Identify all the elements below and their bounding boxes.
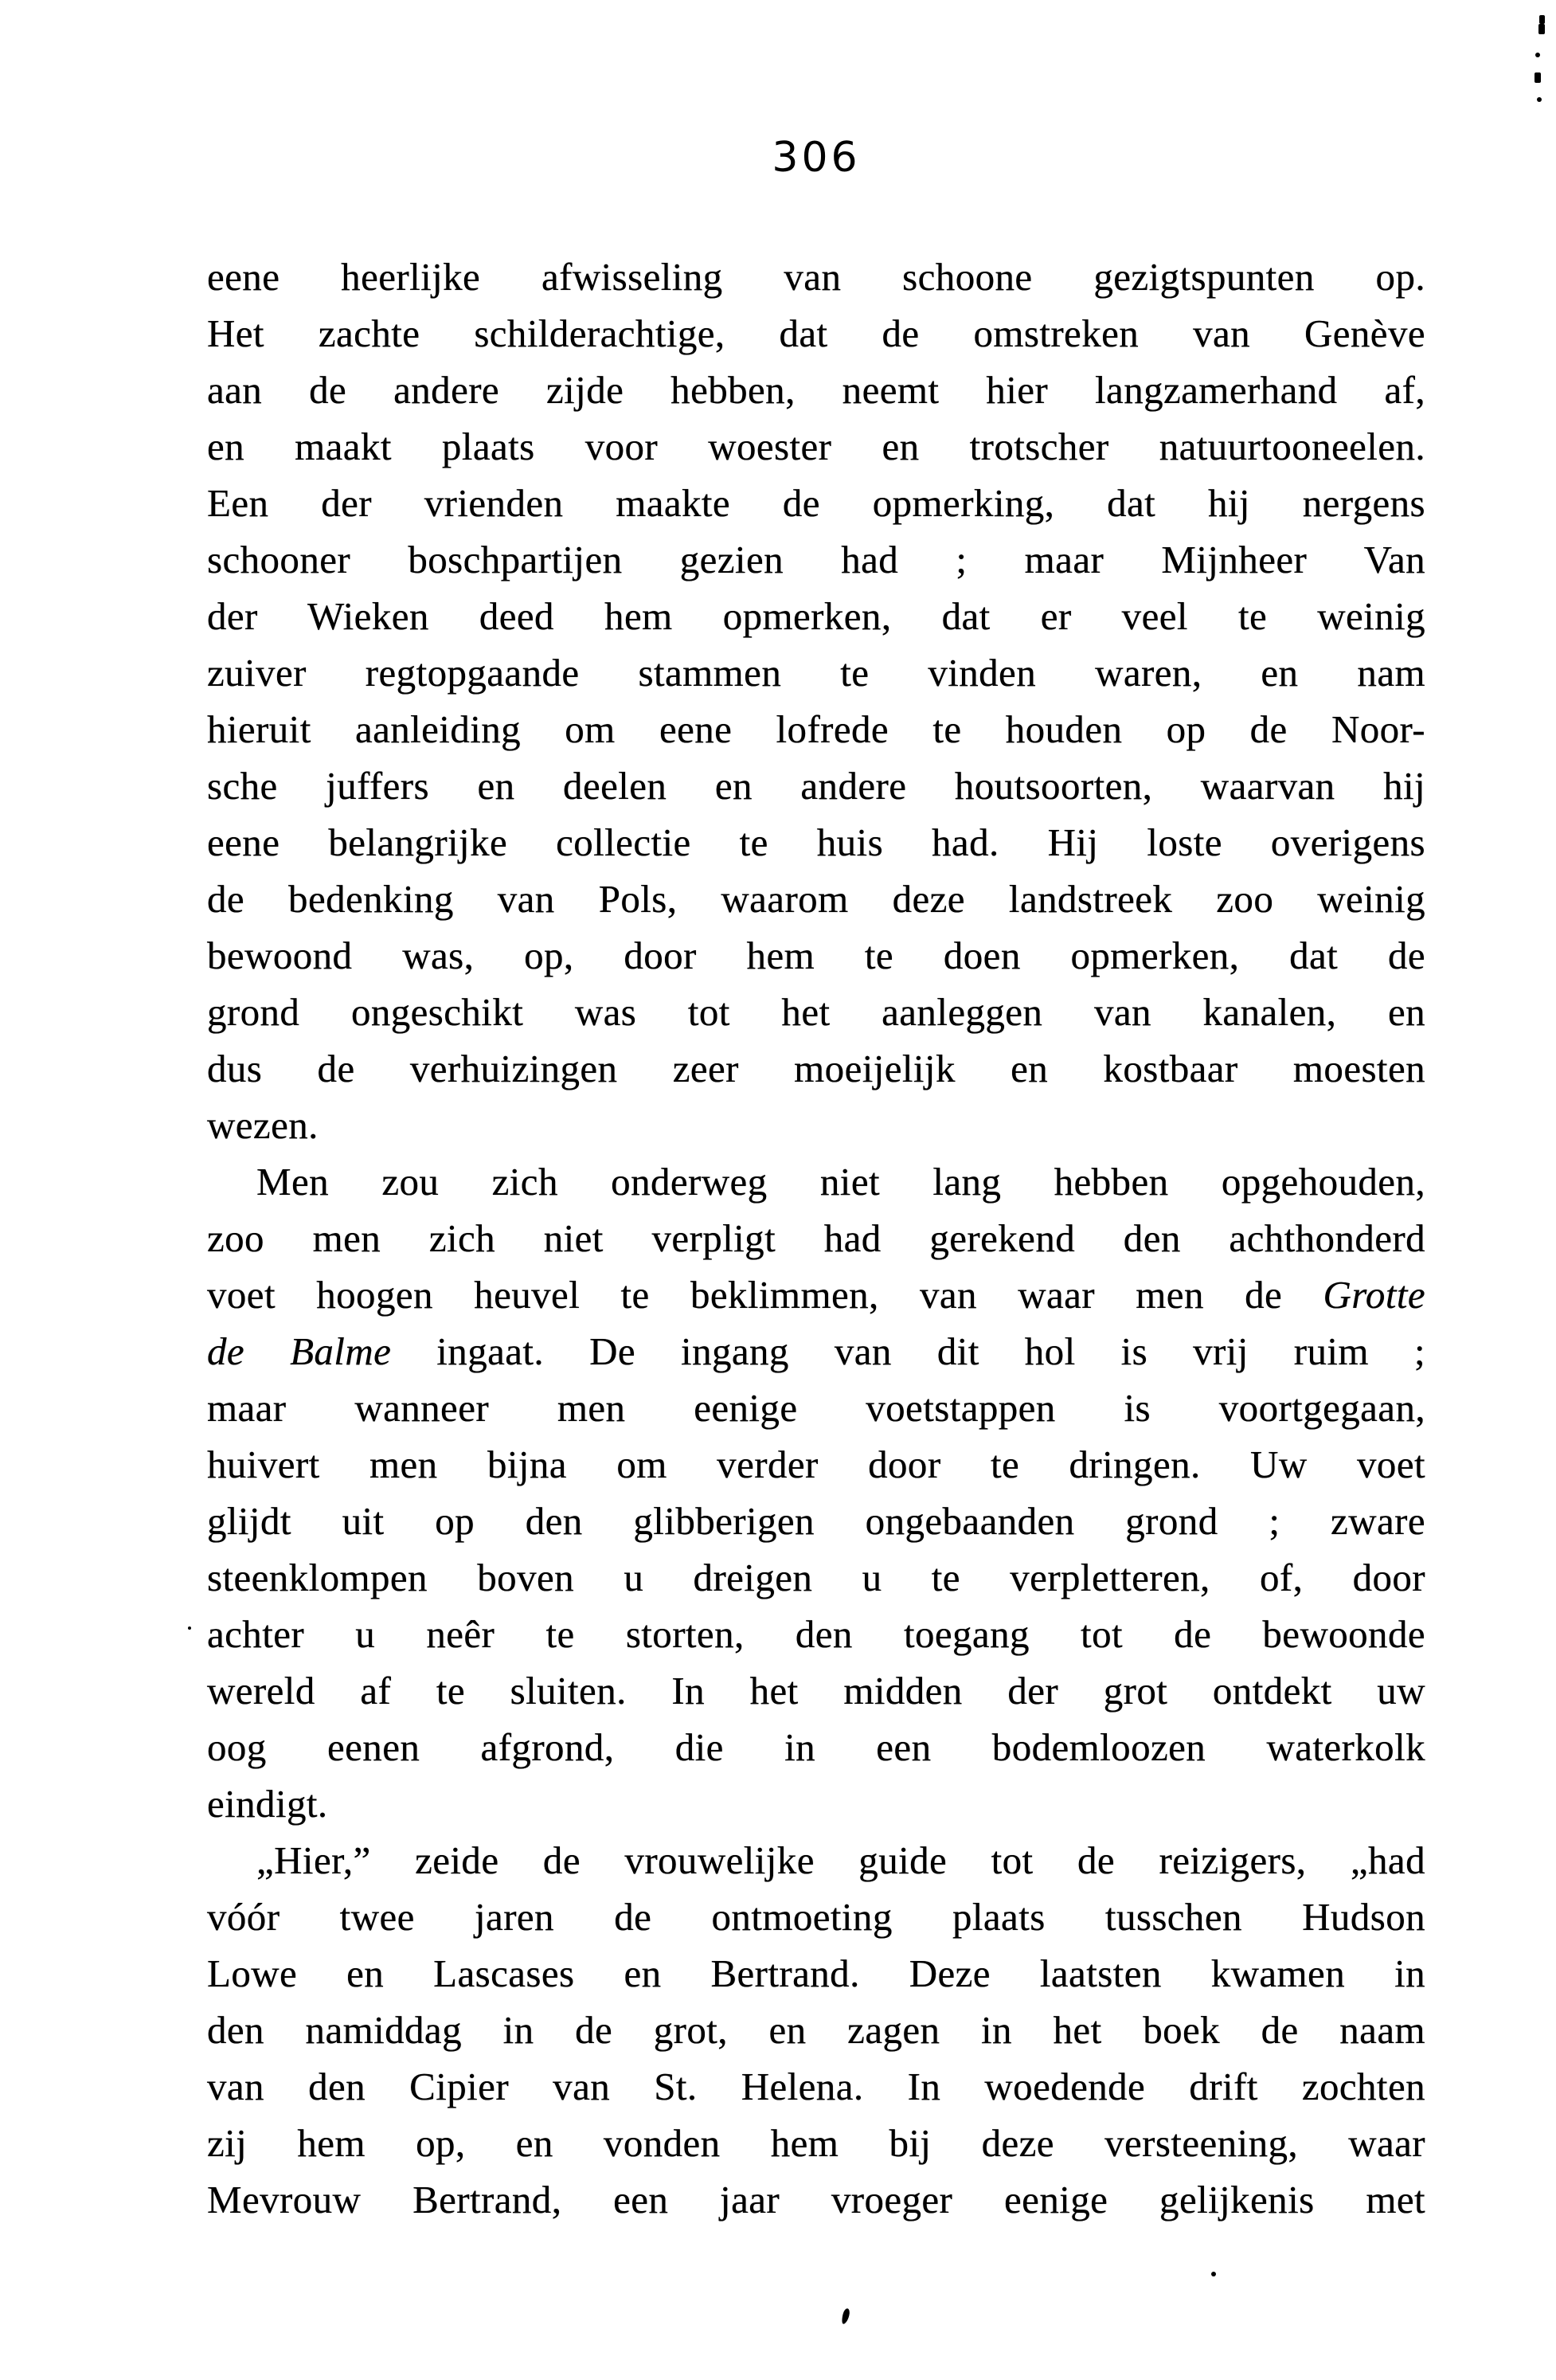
text-line [207, 1436, 1425, 1493]
text-segment-italic: de Balme [207, 1329, 392, 1373]
text-line [207, 531, 1425, 588]
text-line [207, 1606, 1425, 1662]
text-segment: den namiddag in de grot, en zagen in het boek de naam [207, 2008, 1425, 2052]
text-line [207, 1832, 1425, 1889]
text-segment: oog eenen afgrond, die in een bodemloozen waterkolk [207, 1725, 1425, 1769]
text-line [207, 2115, 1425, 2171]
text-segment: zij hem op, en vonden hem bij deze versteening, waar [207, 2121, 1425, 2165]
text-segment: glijdt uit op den glibberigen ongebaanden grond ; zware [207, 1499, 1425, 1543]
text-segment: achter u neêr te storten, den toegang tot de bewoonde [207, 1612, 1425, 1656]
text-line [207, 757, 1425, 814]
text-segment: dus de verhuizingen zeer moeijelijk en kostbaar moesten [207, 1047, 1425, 1090]
text-segment-italic: Grotte [1323, 1273, 1425, 1317]
text-segment: Mevrouw Bertrand, een jaar vroeger eenige gelijkenis met [207, 2178, 1425, 2221]
text-segment: vóór twee jaren de ontmoeting plaats tusschen Hudson [207, 1895, 1425, 1939]
text-line [207, 1323, 1425, 1380]
ink-speck [1211, 2272, 1216, 2276]
text-line [207, 2171, 1425, 2228]
page-number: 306 [772, 134, 861, 182]
text-line [207, 814, 1425, 871]
text-line [207, 418, 1425, 475]
text-segment: zoo men zich niet verpligt had gerekend den achthonderd [207, 1216, 1425, 1260]
text-segment: eene belangrijke collectie te huis had. Hij loste overigens [207, 820, 1425, 864]
text-line [207, 1775, 1425, 1832]
text-line [207, 1493, 1425, 1549]
text-line [207, 362, 1425, 418]
text-line [207, 1719, 1425, 1775]
text-segment: wezen. [207, 1103, 319, 1147]
text-line [207, 1097, 1425, 1153]
text-line [207, 1266, 1425, 1323]
text-line [207, 1549, 1425, 1606]
ink-speck [1534, 72, 1541, 83]
text-segment: Een der vrienden maakte de opmerking, dat hij nergens [207, 481, 1425, 525]
text-line [207, 1945, 1425, 2002]
text-segment: eindigt. [207, 1782, 328, 1826]
text-segment: Lowe en Lascases en Bertrand. Deze laatsten kwamen in [207, 1951, 1425, 1995]
ink-speck [1537, 97, 1542, 102]
text-line [207, 871, 1425, 927]
text-segment: zuiver regtopgaande stammen te vinden waren, en nam [207, 651, 1425, 695]
ink-speck [1539, 15, 1545, 24]
text-line [207, 927, 1425, 984]
text-line [207, 1889, 1425, 1945]
ink-speck [1535, 53, 1540, 57]
text-segment: en maakt plaats voor woester en trotscher natuurtooneelen. [207, 425, 1425, 468]
text-segment: „Hier,” zeide de vrouwelijke guide tot de reizigers, „had [256, 1838, 1425, 1882]
text-segment: ingaat. De ingang van dit hol is vrij ruim ; [391, 1329, 1425, 1373]
text-segment: de bedenking van Pols, waarom deze landstreek zoo weinig [207, 877, 1425, 921]
text-line [207, 1210, 1425, 1266]
text-segment: schooner boschpartijen gezien had ; maar Mijnheer Van [207, 538, 1425, 581]
text-line [207, 249, 1425, 305]
ink-speck [841, 2308, 851, 2324]
text-block [207, 249, 1425, 2228]
text-segment: grond ongeschikt was tot het aanleggen van kanalen, en [207, 990, 1425, 1034]
text-line [207, 644, 1425, 701]
text-line [207, 475, 1425, 531]
text-line [207, 305, 1425, 362]
text-segment: eene heerlijke afwisseling van schoone gezigtspunten op. [207, 255, 1425, 299]
text-segment: maar wanneer men eenige voetstappen is voortgegaan, [207, 1386, 1425, 1430]
text-segment: bewoond was, op, door hem te doen opmerken, dat de [207, 934, 1425, 977]
text-segment: der Wieken deed hem opmerken, dat er veel te weinig [207, 594, 1425, 638]
text-segment: hieruit aanleiding om eene lofrede te houden op de Noor- [207, 707, 1425, 751]
ink-speck [1538, 24, 1545, 34]
text-line [207, 2002, 1425, 2058]
text-segment: van den Cipier van St. Helena. In woedende drift zochten [207, 2065, 1425, 2108]
ink-speck [188, 1626, 191, 1630]
text-segment: voet hoogen heuvel te beklimmen, van waar men de [207, 1273, 1323, 1317]
text-line [207, 588, 1425, 644]
text-line [207, 1662, 1425, 1719]
text-segment: huivert men bijna om verder door te dringen. Uw voet [207, 1442, 1425, 1486]
text-line [207, 2058, 1425, 2115]
text-line [207, 984, 1425, 1040]
text-line [207, 1380, 1425, 1436]
text-segment: steenklompen boven u dreigen u te verpletteren, of, door [207, 1556, 1425, 1599]
text-segment: wereld af te sluiten. In het midden der grot ontdekt uw [207, 1669, 1425, 1713]
text-segment: Men zou zich onderweg niet lang hebben opgehouden, [256, 1160, 1425, 1204]
text-line [207, 1040, 1425, 1097]
text-line [207, 1153, 1425, 1210]
text-segment: sche juffers en deelen en andere houtsoorten, waarvan hij [207, 764, 1425, 808]
text-line [207, 701, 1425, 757]
text-segment: aan de andere zijde hebben, neemt hier langzamerhand af, [207, 368, 1425, 412]
text-segment: Het zachte schilderachtige, dat de omstreken van Genève [207, 311, 1425, 355]
